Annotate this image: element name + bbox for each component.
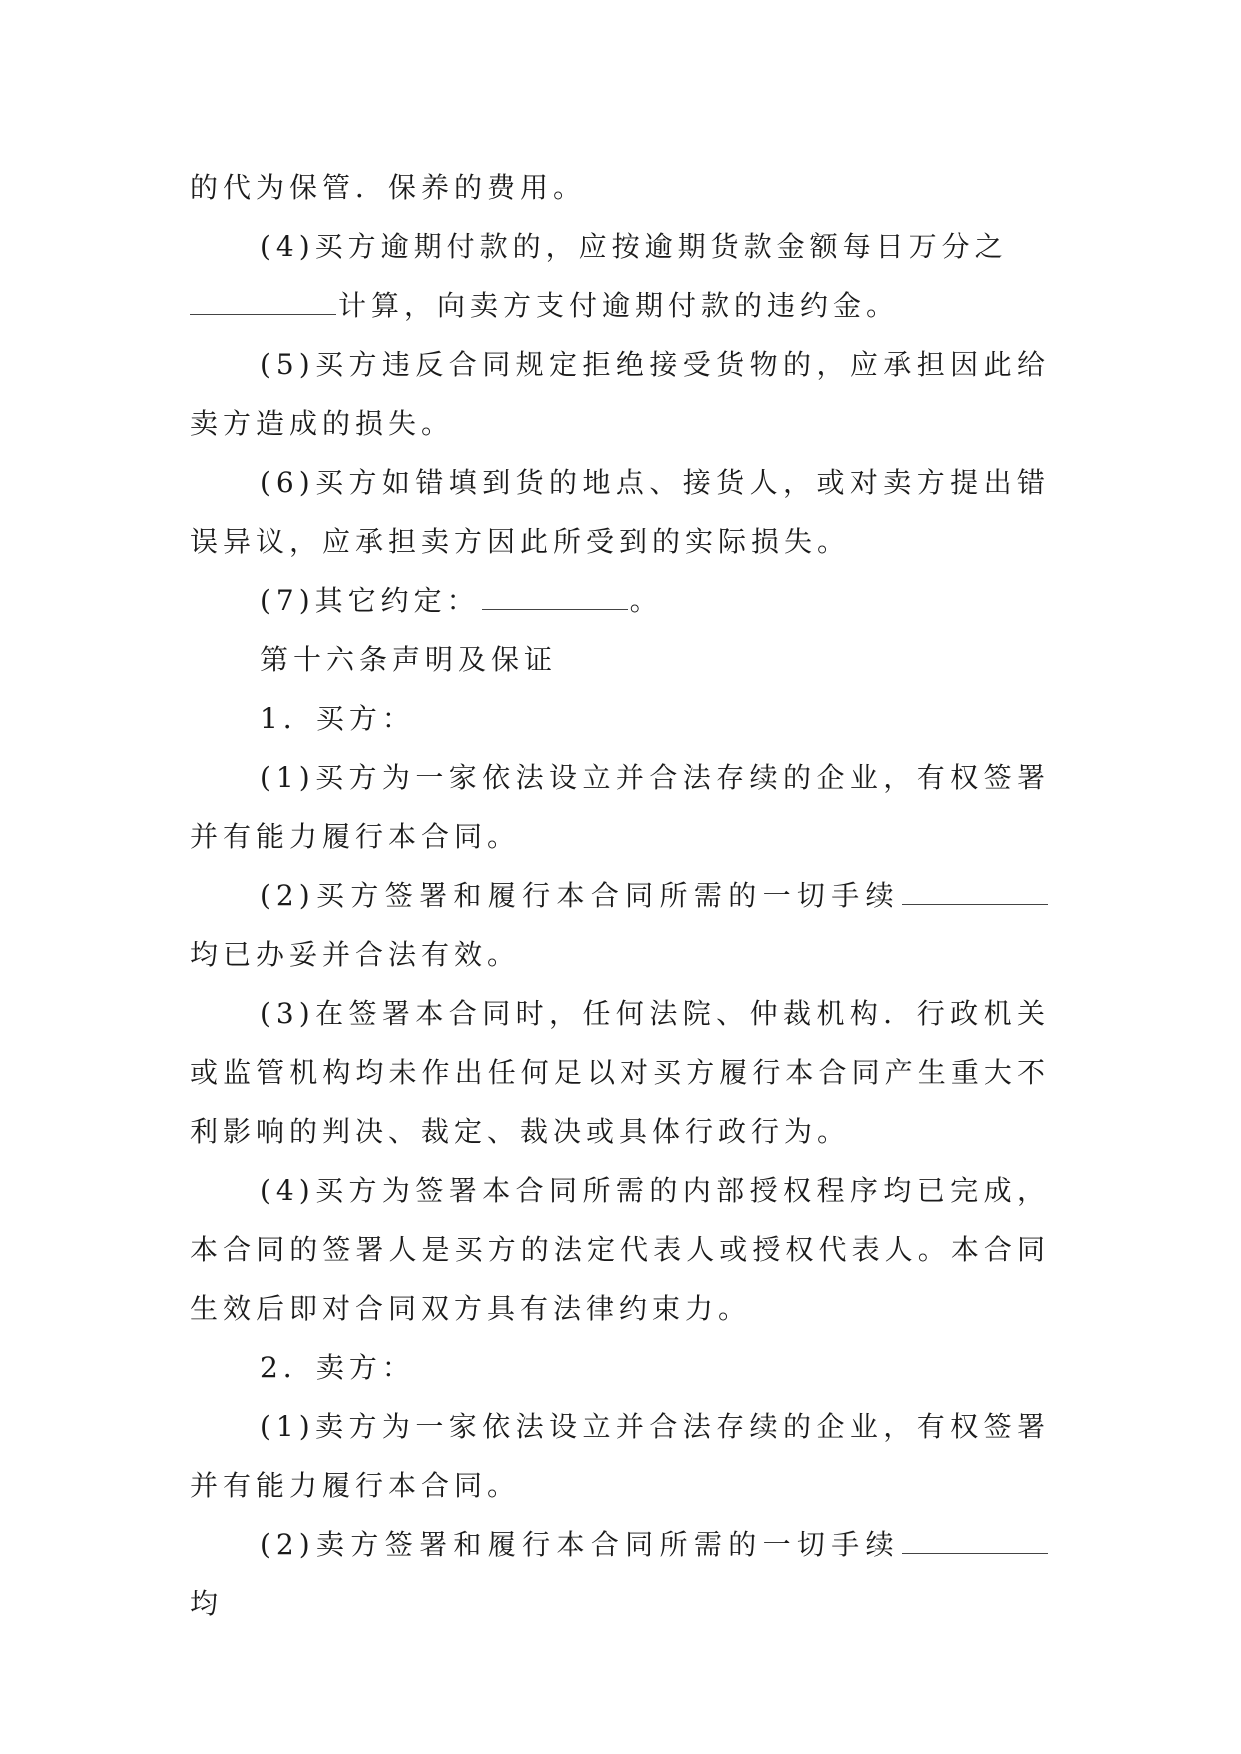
- document-body: [190, 158, 1050, 1633]
- fill-in-blank[interactable]: [902, 874, 1048, 905]
- paragraph-buyer-4: [190, 1161, 1050, 1338]
- paragraph-text: (3)在签署本合同时，任何法院、仲裁机构．行政机关或监管机构均未作出任何足以对买方履行本合同产生重大不利影响的判决、裁定、裁决或具体行政行为。: [190, 997, 1050, 1148]
- paragraph-text: (4)买方为签署本合同所需的内部授权程序均已完成，本合同的签署人是买方的法定代表人或授权代表人。本合同生效后即对合同双方具有法律约束力。: [190, 1174, 1050, 1325]
- heading-text: 2．卖方：: [260, 1351, 415, 1384]
- section-heading-article-16: [190, 630, 1050, 689]
- paragraph-text: (7)其它约定：: [260, 584, 480, 617]
- paragraph-item-4-continued: [190, 276, 1050, 335]
- paragraph-text: (1)卖方为一家依法设立并合法存续的企业，有权签署并有能力履行本合同。: [190, 1410, 1050, 1502]
- paragraph-text: 的代为保管．保养的费用。: [190, 171, 587, 204]
- paragraph-text: 计算，向卖方支付逾期付款的违约金。: [338, 289, 900, 322]
- subsection-buyer: [190, 689, 1050, 748]
- paragraph-text: (5)买方违反合同规定拒绝接受货物的，应承担因此给卖方造成的损失。: [190, 348, 1050, 440]
- paragraph-seller-2: [190, 1515, 1050, 1633]
- paragraph-seller-1: [190, 1397, 1050, 1515]
- fill-in-blank[interactable]: [902, 1523, 1048, 1554]
- paragraph-text: 均: [190, 1587, 224, 1620]
- paragraph-buyer-1: [190, 748, 1050, 866]
- heading-text: 1．买方：: [260, 702, 415, 735]
- heading-text: 第十六条声明及保证: [260, 643, 558, 676]
- paragraph-item-7: [190, 571, 1050, 630]
- paragraph-item-6: [190, 453, 1050, 571]
- paragraph-buyer-2: [190, 866, 1050, 984]
- paragraph-text: (1)买方为一家依法设立并合法存续的企业，有权签署并有能力履行本合同。: [190, 761, 1050, 853]
- paragraph-text: (4)买方逾期付款的，应按逾期货款金额每日万分之: [260, 230, 1008, 263]
- paragraph-item-5: [190, 335, 1050, 453]
- fill-in-blank[interactable]: [482, 579, 628, 610]
- fill-in-blank[interactable]: [190, 284, 336, 315]
- paragraph-item-4: [190, 217, 1050, 276]
- paragraph-text: (6)买方如错填到货的地点、接货人，或对卖方提出错误异议，应承担卖方因此所受到的实际损失。: [190, 466, 1050, 558]
- paragraph-text: (2)卖方签署和履行本合同所需的一切手续: [260, 1528, 900, 1561]
- paragraph-text: 均已办妥并合法有效。: [190, 938, 521, 971]
- subsection-seller: [190, 1338, 1050, 1397]
- paragraph-continuation: [190, 158, 1050, 217]
- paragraph-text: (2)买方签署和履行本合同所需的一切手续: [260, 879, 900, 912]
- paragraph-text: 。: [629, 584, 663, 617]
- paragraph-buyer-3: [190, 984, 1050, 1161]
